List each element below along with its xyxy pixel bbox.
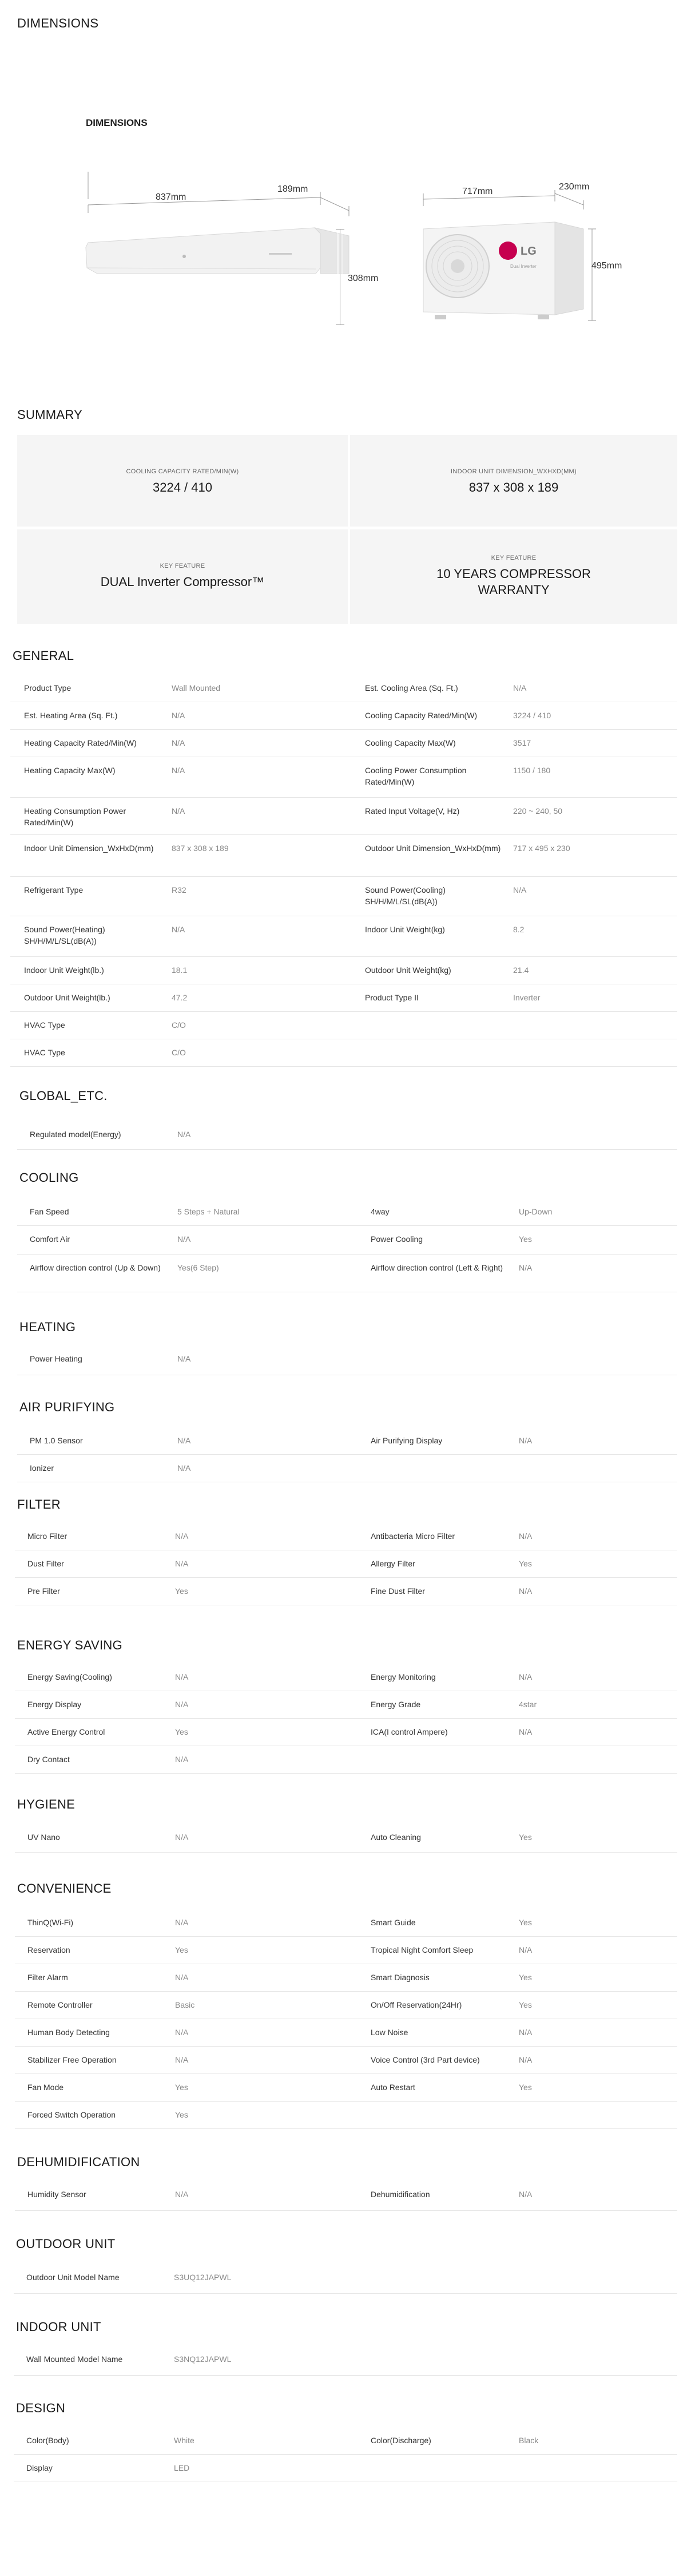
spec-value: N/A [519, 2028, 533, 2037]
spec-label: Indoor Unit Weight(kg) [365, 925, 445, 934]
spec-value: N/A [177, 1354, 191, 1363]
spec-label: Auto Cleaning [371, 1833, 421, 1842]
spec-value: Yes [519, 2083, 532, 2092]
spec-label: Outdoor Unit Model Name [26, 2273, 120, 2282]
outdoor-height-label: 495mm [591, 261, 622, 271]
spec-value: N/A [175, 1700, 189, 1709]
spec-label: Antibacteria Micro Filter [371, 1532, 455, 1541]
spec-value: N/A [177, 1130, 191, 1139]
spec-label: PM 1.0 Sensor [30, 1436, 83, 1445]
summary-card-value: 837 x 308 x 189 [468, 480, 559, 494]
spec-value: Yes [175, 1945, 188, 1954]
row-divider [15, 1852, 677, 1853]
spec-label: Outdoor Unit Weight(lb.) [24, 993, 110, 1002]
section-title-convenience: CONVENIENCE [17, 1881, 112, 1896]
spec-value: LED [174, 2463, 190, 2472]
spec-label: Pre Filter [27, 1586, 60, 1596]
spec-value: Yes [519, 1234, 532, 1244]
summary-card-key-feature-2 [350, 529, 677, 624]
spec-value: N/A [175, 1672, 189, 1681]
spec-label: Airflow direction control (Up & Down) [30, 1263, 161, 1272]
spec-value: N/A [175, 1755, 189, 1764]
spec-value: 3517 [513, 738, 531, 747]
spec-label: Smart Diagnosis [371, 1973, 430, 1982]
summary-card-key: INDOOR UNIT DIMENSION_WXHXD(MM) [451, 468, 577, 475]
summary-card-value: 10 YEARS COMPRESSOR WARRANTY [436, 567, 591, 597]
spec-row [10, 757, 677, 797]
spec-label: Product Type [24, 683, 72, 693]
spec-label: Remote Controller [27, 2000, 93, 2009]
spec-value: N/A [519, 1263, 533, 1272]
spec-label: Indoor Unit Dimension_WxHxD(mm) [24, 844, 154, 853]
row-divider [15, 2128, 677, 2129]
indoor-unit-image [86, 172, 349, 331]
section-title-indoor-unit: INDOOR UNIT [16, 2320, 101, 2334]
spec-label: HVAC Type [24, 1020, 65, 1030]
spec-label: Filter Alarm [27, 1973, 68, 1982]
spec-label: Product Type II [365, 993, 419, 1002]
spec-label: Stabilizer Free Operation [27, 2055, 117, 2064]
spec-value: Black [519, 2436, 539, 2445]
spec-value: N/A [172, 806, 185, 816]
spec-value: 8.2 [513, 925, 525, 934]
section-title-design: DESIGN [16, 2401, 66, 2415]
summary-card-key: KEY FEATURE [491, 555, 537, 561]
summary-card-key: KEY FEATURE [160, 563, 205, 569]
spec-label: UV Nano [27, 1833, 60, 1842]
section-title-dimensions: DIMENSIONS [17, 16, 99, 30]
outdoor-sub-label: Dual Inverter [510, 264, 537, 269]
spec-label: Refrigerant Type [24, 885, 84, 895]
spec-value: N/A [172, 766, 185, 775]
section-title-hygiene: HYGIENE [17, 1797, 76, 1811]
spec-value: Yes [175, 1727, 188, 1736]
section-title-heating: HEATING [19, 1320, 76, 1334]
spec-label: Reservation [27, 1945, 70, 1954]
spec-label: Indoor Unit Weight(lb.) [24, 965, 104, 975]
section-title-global-etc: GLOBAL_ETC. [19, 1089, 108, 1103]
spec-value: N/A [175, 2028, 189, 2037]
indoor-depth-label: 189mm [277, 184, 308, 194]
spec-label: Heating Capacity Max(W) [24, 766, 116, 775]
spec-label: Cooling Capacity Rated/Min(W) [365, 711, 478, 720]
outdoor-unit-image [423, 190, 583, 319]
row-divider [15, 2210, 677, 2211]
spec-label: Airflow direction control (Left & Right) [371, 1263, 503, 1272]
section-title-filter: FILTER [17, 1497, 61, 1511]
spec-label: Regulated model(Energy) [30, 1130, 121, 1139]
spec-value: N/A [519, 2055, 533, 2064]
spec-value: R32 [172, 885, 186, 895]
spec-label: Cooling Power Consumption Rated/Min(W) [365, 766, 467, 786]
section-title-cooling: COOLING [19, 1170, 79, 1185]
spec-value: C/O [172, 1048, 186, 1057]
summary-card-cooling-capacity [17, 435, 348, 527]
spec-value: Wall Mounted [172, 683, 221, 693]
spec-label: Ionizer [30, 1463, 54, 1473]
spec-label: Active Energy Control [27, 1727, 105, 1736]
spec-value: N/A [519, 1532, 533, 1541]
spec-value: 47.2 [172, 993, 188, 1002]
outdoor-lg-logo: LG [521, 245, 537, 258]
spec-value: 21.4 [513, 965, 529, 975]
spec-value: N/A [175, 1918, 189, 1927]
spec-label: Power Heating [30, 1354, 82, 1363]
spec-label: Fan Speed [30, 1207, 69, 1216]
spec-value: N/A [175, 1559, 189, 1568]
spec-label: Heating Capacity Rated/Min(W) [24, 738, 137, 747]
spec-label: Energy Saving(Cooling) [27, 1672, 112, 1681]
indoor-width-label: 837mm [156, 192, 186, 202]
spec-value: N/A [519, 1586, 533, 1596]
spec-label: Auto Restart [371, 2083, 415, 2092]
spec-value: Yes [175, 2083, 188, 2092]
spec-label: Rated Input Voltage(V, Hz) [365, 806, 460, 816]
spec-value: White [174, 2436, 194, 2445]
section-title-general: GENERAL [13, 648, 74, 663]
summary-card-indoor-dimension [350, 435, 677, 527]
summary-card-key: COOLING CAPACITY RATED/MIN(W) [126, 468, 239, 475]
spec-value: Yes [519, 1973, 532, 1982]
spec-label: Allergy Filter [371, 1559, 415, 1568]
spec-label: Energy Monitoring [371, 1672, 436, 1681]
spec-label: Cooling Capacity Max(W) [365, 738, 456, 747]
spec-label: Sound Power(Cooling) SH/H/M/L/SL(dB(A)) [365, 885, 446, 906]
spec-label: Energy Display [27, 1700, 82, 1709]
spec-label: Humidity Sensor [27, 2190, 86, 2199]
spec-value: 18.1 [172, 965, 188, 975]
summary-card-key-feature-1 [17, 529, 348, 624]
spec-label: Outdoor Unit Dimension_WxHxD(mm) [365, 844, 501, 853]
spec-label: Comfort Air [30, 1234, 70, 1244]
dimensions-inner-title: DIMENSIONS [86, 117, 148, 128]
spec-label: Dehumidification [371, 2190, 430, 2199]
spec-value: N/A [519, 1672, 533, 1681]
row-divider [17, 1149, 677, 1150]
spec-label: Dust Filter [27, 1559, 64, 1568]
row-divider [14, 2293, 677, 2294]
spec-value: N/A [175, 1973, 189, 1982]
spec-label: HVAC Type [24, 1048, 65, 1057]
spec-label: Est. Heating Area (Sq. Ft.) [24, 711, 118, 720]
spec-label: On/Off Reservation(24Hr) [371, 2000, 462, 2009]
outdoor-width-label: 717mm [462, 187, 493, 196]
spec-value: N/A [519, 1727, 533, 1736]
spec-label: Heating Consumption Power Rated/Min(W) [24, 806, 126, 827]
spec-value: Yes [519, 1559, 532, 1568]
spec-label: Forced Switch Operation [27, 2110, 116, 2119]
spec-value: Yes [175, 1586, 188, 1596]
spec-row [10, 834, 677, 876]
spec-value: Yes [519, 2000, 532, 2009]
spec-value: N/A [519, 1945, 533, 1954]
spec-label: Outdoor Unit Weight(kg) [365, 965, 451, 975]
spec-label: Human Body Detecting [27, 2028, 110, 2037]
spec-label: Sound Power(Heating) SH/H/M/L/SL(dB(A)) [24, 925, 105, 945]
section-title-energy-saving: ENERGY SAVING [17, 1638, 123, 1652]
spec-label: Power Cooling [371, 1234, 423, 1244]
spec-value: Inverter [513, 993, 541, 1002]
spec-value: C/O [172, 1020, 186, 1030]
spec-value: 5 Steps + Natural [177, 1207, 240, 1216]
spec-label: Voice Control (3rd Part device) [371, 2055, 480, 2064]
spec-value: N/A [513, 885, 527, 895]
outdoor-depth-label: 230mm [559, 182, 590, 192]
row-divider [10, 1066, 677, 1067]
spec-label: Wall Mounted Model Name [26, 2355, 123, 2364]
spec-label: ICA(I control Ampere) [371, 1727, 448, 1736]
section-title-air-purifying: AIR PURIFYING [19, 1400, 115, 1414]
spec-value: Yes [519, 1918, 532, 1927]
spec-value: 4star [519, 1700, 537, 1709]
spec-value: N/A [519, 2190, 533, 2199]
spec-label: Tropical Night Comfort Sleep [371, 1945, 474, 1954]
spec-label: Energy Grade [371, 1700, 421, 1709]
spec-value: N/A [175, 1532, 189, 1541]
spec-value: 717 x 495 x 230 [513, 844, 570, 853]
spec-value: N/A [519, 1436, 533, 1445]
spec-value: N/A [177, 1234, 191, 1244]
spec-value: N/A [172, 711, 185, 720]
spec-label: Dry Contact [27, 1755, 70, 1764]
spec-label: Low Noise [371, 2028, 408, 2037]
spec-value: Yes(6 Step) [177, 1263, 219, 1272]
spec-value: N/A [175, 2055, 189, 2064]
spec-value: 220 ~ 240, 50 [513, 806, 563, 816]
spec-value: Basic [175, 2000, 195, 2009]
spec-label: Est. Cooling Area (Sq. Ft.) [365, 683, 458, 693]
row-divider [15, 1773, 677, 1774]
spec-value: N/A [172, 738, 185, 747]
spec-value: N/A [177, 1436, 191, 1445]
spec-value: S3NQ12JAPWL [174, 2355, 232, 2364]
spec-value: Up-Down [519, 1207, 553, 1216]
spec-value: 3224 / 410 [513, 711, 551, 720]
spec-value: N/A [513, 683, 527, 693]
summary-card-value: DUAL Inverter Compressor™ [100, 575, 265, 589]
spec-label: Air Purifying Display [371, 1436, 443, 1445]
spec-value: N/A [175, 1833, 189, 1842]
spec-value: 837 x 308 x 189 [172, 844, 229, 853]
spec-label: Fan Mode [27, 2083, 64, 2092]
spec-label: Smart Guide [371, 1918, 416, 1927]
section-title-outdoor-unit: OUTDOOR UNIT [16, 2237, 116, 2251]
spec-label: Color(Body) [26, 2436, 69, 2445]
section-title-summary: SUMMARY [17, 407, 83, 422]
indoor-height-label: 308mm [348, 274, 379, 283]
summary-card-value: 3224 / 410 [153, 480, 212, 494]
spec-value: Yes [175, 2110, 188, 2119]
spec-value: N/A [175, 2190, 189, 2199]
spec-label: ThinQ(Wi-Fi) [27, 1918, 74, 1927]
spec-value: 1150 / 180 [513, 766, 551, 775]
spec-row [10, 876, 677, 916]
spec-value: Yes [519, 1833, 532, 1842]
spec-label: 4way [371, 1207, 390, 1216]
section-title-dehumidification: DEHUMIDIFICATION [17, 2155, 140, 2169]
spec-label: Display [26, 2463, 53, 2472]
spec-value: N/A [172, 925, 185, 934]
spec-label: Color(Discharge) [371, 2436, 431, 2445]
spec-value: N/A [177, 1463, 191, 1473]
row-divider [14, 2375, 677, 2376]
spec-label: Fine Dust Filter [371, 1586, 425, 1596]
spec-value: S3UQ12JAPWL [174, 2273, 232, 2282]
spec-label: Micro Filter [27, 1532, 67, 1541]
